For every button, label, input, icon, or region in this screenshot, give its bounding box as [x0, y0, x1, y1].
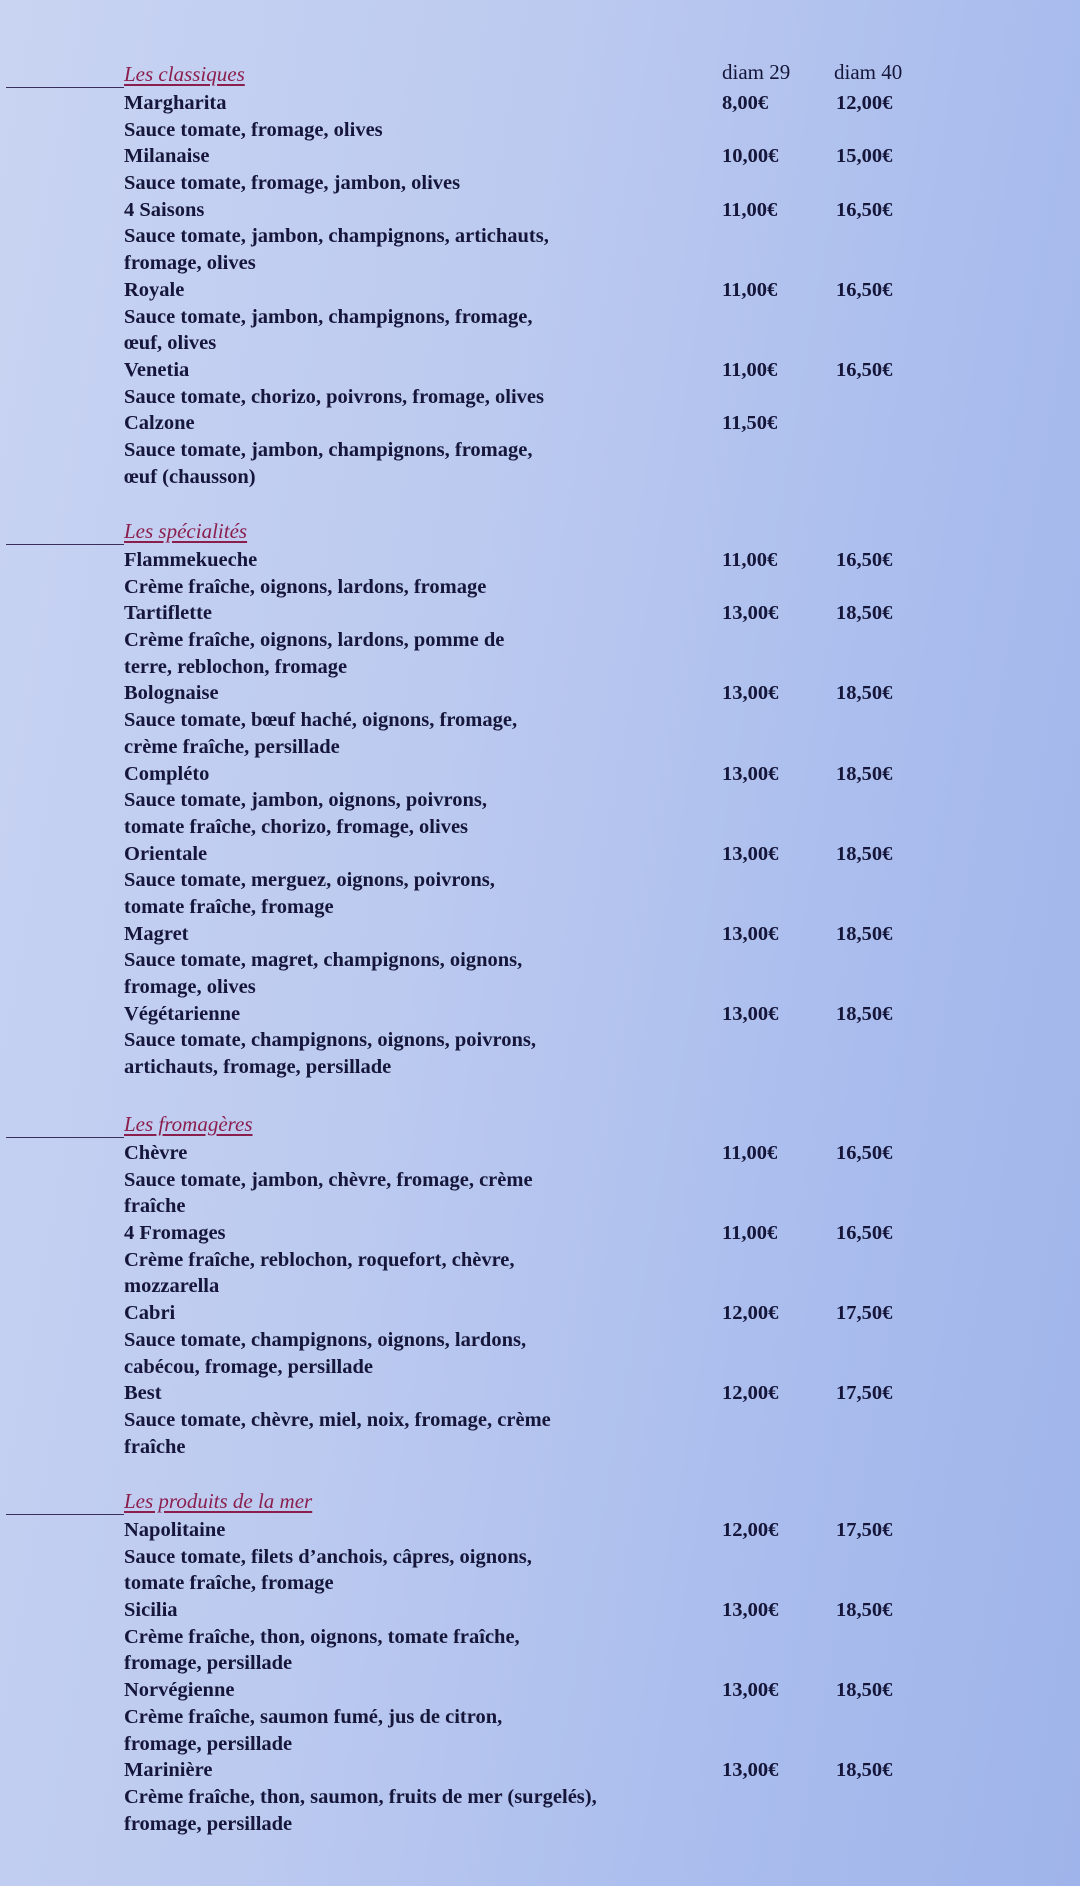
item-name-row — [0, 680, 1080, 707]
item-description-line — [0, 894, 1080, 921]
item-description-line — [0, 627, 1080, 654]
menu-item — [0, 1677, 1080, 1757]
item-name: Marinière — [124, 1759, 213, 1782]
item-name-row — [0, 600, 1080, 627]
item-description: Sauce tomate, champignons, oignons, poivrons, — [124, 1029, 536, 1052]
menu-item — [0, 410, 1080, 490]
item-description-line — [0, 1650, 1080, 1677]
item-description-line — [0, 1407, 1080, 1434]
item-description: fromage, olives — [124, 976, 256, 998]
price-diam29: 11,50€ — [722, 412, 778, 435]
item-description: Sauce tomate, chorizo, poivrons, fromage, olives — [124, 385, 544, 408]
section-rule — [6, 1137, 124, 1138]
item-description-line — [0, 437, 1080, 464]
item-name-row — [0, 547, 1080, 574]
price-diam40: 18,50€ — [836, 1599, 893, 1622]
item-name: Chèvre — [124, 1142, 188, 1164]
item-description-line — [0, 330, 1080, 357]
item-name: Bolognaise — [124, 682, 219, 705]
item-description: fraîche — [124, 1195, 186, 1218]
item-description: Sauce tomate, merguez, oignons, poivrons, — [124, 869, 495, 892]
price-diam29: 13,00€ — [722, 1002, 779, 1025]
item-description-line — [0, 304, 1080, 331]
item-description: œuf, olives — [124, 332, 217, 355]
item-description-line — [0, 384, 1080, 411]
item-description-line — [0, 1054, 1080, 1081]
column-header-diam29: diam 29 — [722, 60, 791, 84]
item-description: fromage, persillade — [124, 1652, 293, 1675]
item-name-row — [0, 357, 1080, 384]
item-description: Crème fraîche, thon, saumon, fruits de mer (surgelés), — [124, 1785, 597, 1808]
section-heading — [0, 1112, 1080, 1140]
item-description: Crème fraîche, oignons, lardons, pomme de — [124, 629, 505, 652]
price-diam40: 16,50€ — [836, 1222, 893, 1245]
price-diam29: 11,00€ — [722, 1222, 778, 1245]
menu-item — [0, 600, 1080, 680]
column-header-diam40: diam 40 — [834, 60, 903, 84]
menu-item — [0, 143, 1080, 196]
price-diam40: 16,50€ — [836, 198, 893, 221]
item-description-line — [0, 1273, 1080, 1300]
section-heading — [0, 519, 1080, 547]
item-name: Calzone — [124, 412, 195, 435]
price-diam40: 17,50€ — [836, 1302, 893, 1325]
item-description-line — [0, 1247, 1080, 1274]
item-description-line — [0, 1731, 1080, 1758]
item-name: Royale — [124, 278, 185, 301]
item-description-line — [0, 787, 1080, 814]
menu-item — [0, 1001, 1080, 1081]
item-description: fromage, persillade — [124, 1812, 293, 1835]
price-diam40: 16,50€ — [836, 1142, 893, 1164]
item-description: Sauce tomate, bœuf haché, oignons, fromage, — [124, 709, 518, 732]
item-name-row — [0, 277, 1080, 304]
item-name: Flammekueche — [124, 549, 258, 571]
price-diam29: 13,00€ — [722, 682, 779, 705]
price-diam29: 13,00€ — [722, 1599, 779, 1622]
item-description-line — [0, 654, 1080, 681]
price-diam40: 18,50€ — [836, 922, 893, 945]
item-description: tomate fraîche, fromage — [124, 895, 334, 918]
item-description: tomate fraîche, fromage — [124, 1572, 334, 1595]
item-description: Sauce tomate, filets d’anchois, câpres, oignons, — [124, 1545, 532, 1568]
item-name-row — [0, 1677, 1080, 1704]
item-name-row — [0, 1140, 1080, 1167]
item-description: Sauce tomate, magret, champignons, oignons, — [124, 949, 523, 972]
price-diam40: 15,00€ — [836, 145, 893, 168]
menu-section — [0, 1489, 1080, 1837]
item-description-line — [0, 170, 1080, 197]
item-description-line — [0, 1327, 1080, 1354]
item-name-row — [0, 1300, 1080, 1327]
item-name: Venetia — [124, 358, 190, 381]
menu-item — [0, 680, 1080, 760]
menu-item — [0, 277, 1080, 357]
item-description-line — [0, 1624, 1080, 1651]
item-name: Napolitaine — [124, 1519, 226, 1541]
price-diam40: 18,50€ — [836, 1759, 893, 1782]
item-description: fromage, olives — [124, 252, 256, 275]
price-diam40: 18,50€ — [836, 1679, 893, 1702]
menu-item — [0, 761, 1080, 841]
item-name: Orientale — [124, 842, 208, 865]
item-name: 4 Saisons — [124, 198, 205, 221]
item-description: artichauts, fromage, persillade — [124, 1056, 392, 1079]
item-description: Sauce tomate, jambon, champignons, fromage, — [124, 438, 533, 461]
menu-item — [0, 90, 1080, 143]
item-description: Sauce tomate, champignons, oignons, lardons, — [124, 1328, 527, 1351]
item-name: 4 Fromages — [124, 1222, 226, 1245]
menu-item — [0, 357, 1080, 410]
section-title: Les fromagères — [124, 1112, 253, 1136]
menu-item — [0, 197, 1080, 277]
item-description: crème fraîche, persillade — [124, 735, 340, 758]
item-description-line — [0, 867, 1080, 894]
price-diam40: 12,00€ — [836, 92, 893, 114]
item-name: Milanaise — [124, 145, 210, 168]
price-diam29: 11,00€ — [722, 358, 778, 381]
item-description: Crème fraîche, reblochon, roquefort, chèvre, — [124, 1248, 515, 1271]
item-description: Sauce tomate, jambon, oignons, poivrons, — [124, 789, 487, 812]
item-name-row — [0, 841, 1080, 868]
price-diam29: 12,00€ — [722, 1519, 779, 1541]
item-description-line — [0, 1193, 1080, 1220]
menu-section — [0, 62, 1080, 490]
item-name-row — [0, 143, 1080, 170]
item-description: Crème fraîche, oignons, lardons, fromage — [124, 575, 487, 598]
item-name-row — [0, 1757, 1080, 1784]
price-diam40: 17,50€ — [836, 1519, 893, 1541]
menu-item — [0, 921, 1080, 1001]
menu-item — [0, 547, 1080, 600]
item-description-line — [0, 974, 1080, 1001]
item-name: Tartiflette — [124, 602, 213, 625]
item-description-line — [0, 707, 1080, 734]
section-rule — [6, 544, 124, 545]
section-heading — [0, 62, 1080, 90]
section-title: Les produits de la mer — [124, 1489, 313, 1513]
menu-item — [0, 1517, 1080, 1597]
menu-item — [0, 1300, 1080, 1380]
item-name-row — [0, 1597, 1080, 1624]
price-diam29: 13,00€ — [722, 602, 779, 625]
item-name: Norvégienne — [124, 1679, 235, 1702]
price-diam29: 13,00€ — [722, 842, 779, 865]
price-diam29: 13,00€ — [722, 1679, 779, 1702]
price-diam40: 18,50€ — [836, 682, 893, 705]
price-diam29: 11,00€ — [722, 549, 778, 571]
menu-section — [0, 519, 1080, 1081]
price-diam40: 16,50€ — [836, 549, 893, 571]
price-diam40: 18,50€ — [836, 762, 893, 785]
price-diam40: 18,50€ — [836, 1002, 893, 1025]
section-title: Les classiques — [124, 62, 245, 86]
price-diam40: 18,50€ — [836, 602, 893, 625]
price-diam40: 17,50€ — [836, 1382, 893, 1405]
item-description-line — [0, 223, 1080, 250]
price-diam29: 13,00€ — [722, 762, 779, 785]
price-diam40: 16,50€ — [836, 278, 893, 301]
item-description: mozzarella — [124, 1275, 220, 1298]
price-diam29: 10,00€ — [722, 145, 779, 168]
item-description-line — [0, 1704, 1080, 1731]
item-description: fraîche — [124, 1435, 186, 1458]
menu-item — [0, 1220, 1080, 1300]
item-name-row — [0, 197, 1080, 224]
item-description-line — [0, 1811, 1080, 1838]
item-description-line — [0, 1167, 1080, 1194]
item-description-line — [0, 1434, 1080, 1461]
item-description-line — [0, 734, 1080, 761]
item-name-row — [0, 410, 1080, 437]
price-diam29: 12,00€ — [722, 1302, 779, 1325]
item-description-line — [0, 814, 1080, 841]
item-name-row — [0, 1220, 1080, 1247]
item-description: Crème fraîche, saumon fumé, jus de citron, — [124, 1705, 503, 1728]
price-diam29: 12,00€ — [722, 1382, 779, 1405]
item-description: Sauce tomate, fromage, olives — [124, 118, 383, 141]
menu-item — [0, 1757, 1080, 1837]
item-description: fromage, persillade — [124, 1732, 293, 1755]
item-description: cabécou, fromage, persillade — [124, 1355, 373, 1378]
price-diam29: 13,00€ — [722, 1759, 779, 1782]
item-name-row — [0, 90, 1080, 117]
item-description: tomate fraîche, chorizo, fromage, olives — [124, 815, 469, 838]
menu-item — [0, 1140, 1080, 1220]
item-description: Sauce tomate, jambon, champignons, fromage, — [124, 305, 533, 328]
item-description: terre, reblochon, fromage — [124, 655, 348, 678]
price-diam29: 8,00€ — [722, 92, 769, 114]
item-description-line — [0, 574, 1080, 601]
item-name: Magret — [124, 922, 189, 945]
menu-item — [0, 1380, 1080, 1460]
price-diam40: 16,50€ — [836, 358, 893, 381]
item-name: Margharita — [124, 92, 227, 114]
item-name: Compléto — [124, 762, 210, 785]
item-name-row — [0, 761, 1080, 788]
menu-item — [0, 1597, 1080, 1677]
section-rule — [6, 1514, 124, 1515]
item-description-line — [0, 1784, 1080, 1811]
item-name-row — [0, 1380, 1080, 1407]
item-description: œuf (chausson) — [124, 465, 256, 488]
item-description: Sauce tomate, jambon, champignons, artichauts, — [124, 225, 549, 248]
menu-item — [0, 841, 1080, 921]
item-description-line — [0, 464, 1080, 491]
item-description-line — [0, 1544, 1080, 1571]
item-description-line — [0, 250, 1080, 277]
price-diam29: 11,00€ — [722, 278, 778, 301]
item-name-row — [0, 1001, 1080, 1028]
item-description-line — [0, 947, 1080, 974]
item-name: Sicilia — [124, 1599, 178, 1622]
item-description: Crème fraîche, thon, oignons, tomate fraîche, — [124, 1625, 520, 1648]
section-rule — [6, 87, 124, 88]
item-description-line — [0, 1027, 1080, 1054]
price-diam29: 13,00€ — [722, 922, 779, 945]
item-description: Sauce tomate, jambon, chèvre, fromage, crème — [124, 1168, 533, 1191]
item-name-row — [0, 1517, 1080, 1544]
section-heading — [0, 1489, 1080, 1517]
item-description-line — [0, 1354, 1080, 1381]
item-description: Sauce tomate, fromage, jambon, olives — [124, 172, 461, 195]
item-description-line — [0, 117, 1080, 144]
price-diam40: 18,50€ — [836, 842, 893, 865]
item-name: Cabri — [124, 1302, 176, 1325]
price-diam29: 11,00€ — [722, 198, 778, 221]
item-name: Végétarienne — [124, 1002, 241, 1025]
section-title: Les spécialités — [124, 519, 248, 543]
item-description: Sauce tomate, chèvre, miel, noix, fromage, crème — [124, 1408, 551, 1431]
price-diam29: 11,00€ — [722, 1142, 778, 1164]
item-name: Best — [124, 1382, 162, 1405]
item-description-line — [0, 1570, 1080, 1597]
item-name-row — [0, 921, 1080, 948]
menu-section — [0, 1112, 1080, 1460]
